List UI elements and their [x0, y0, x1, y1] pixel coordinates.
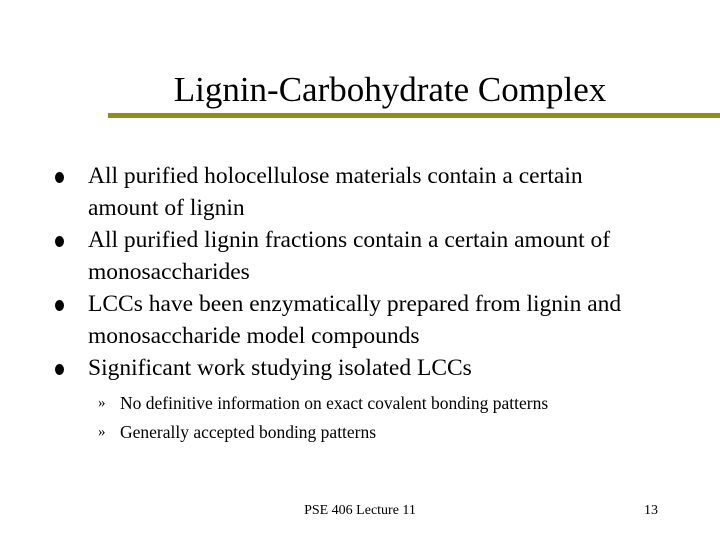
bullet-text: All purified holocellulose materials contain a certain amount of lignin	[88, 163, 583, 221]
title-underline-bar	[108, 113, 720, 118]
bullet-item	[55, 288, 655, 352]
bullet-dot-icon	[55, 172, 64, 183]
sub-bullet-item	[98, 392, 598, 415]
sub-bullet-item	[98, 421, 598, 444]
bullet-dot-icon	[55, 364, 64, 375]
bullet-text: All purified lignin fractions contain a certain amount of monosaccharides	[88, 227, 611, 285]
bullet-item	[55, 352, 655, 384]
bullet-item	[55, 224, 655, 288]
page-number: 13	[644, 503, 658, 518]
bullet-item	[55, 160, 655, 224]
bullet-text: LCCs have been enzymatically prepared from lignin and monosaccharide model compounds	[88, 291, 622, 349]
footer-lecture-label: PSE 406 Lecture 11	[304, 503, 416, 518]
sub-bullet-text: No definitive information on exact covalent bonding patterns	[120, 393, 549, 413]
bullet-list	[55, 160, 655, 384]
sub-bullet-list	[98, 392, 598, 450]
bullet-text: Significant work studying isolated LCCs	[88, 355, 472, 381]
bullet-dot-icon	[55, 236, 64, 247]
bullet-dot-icon	[55, 300, 64, 311]
sub-bullet-text: Generally accepted bonding patterns	[120, 422, 377, 442]
chevron-double-right-icon: »	[98, 395, 106, 411]
chevron-double-right-icon: »	[98, 424, 106, 440]
slide-title: Lignin-Carbohydrate Complex	[173, 70, 607, 109]
